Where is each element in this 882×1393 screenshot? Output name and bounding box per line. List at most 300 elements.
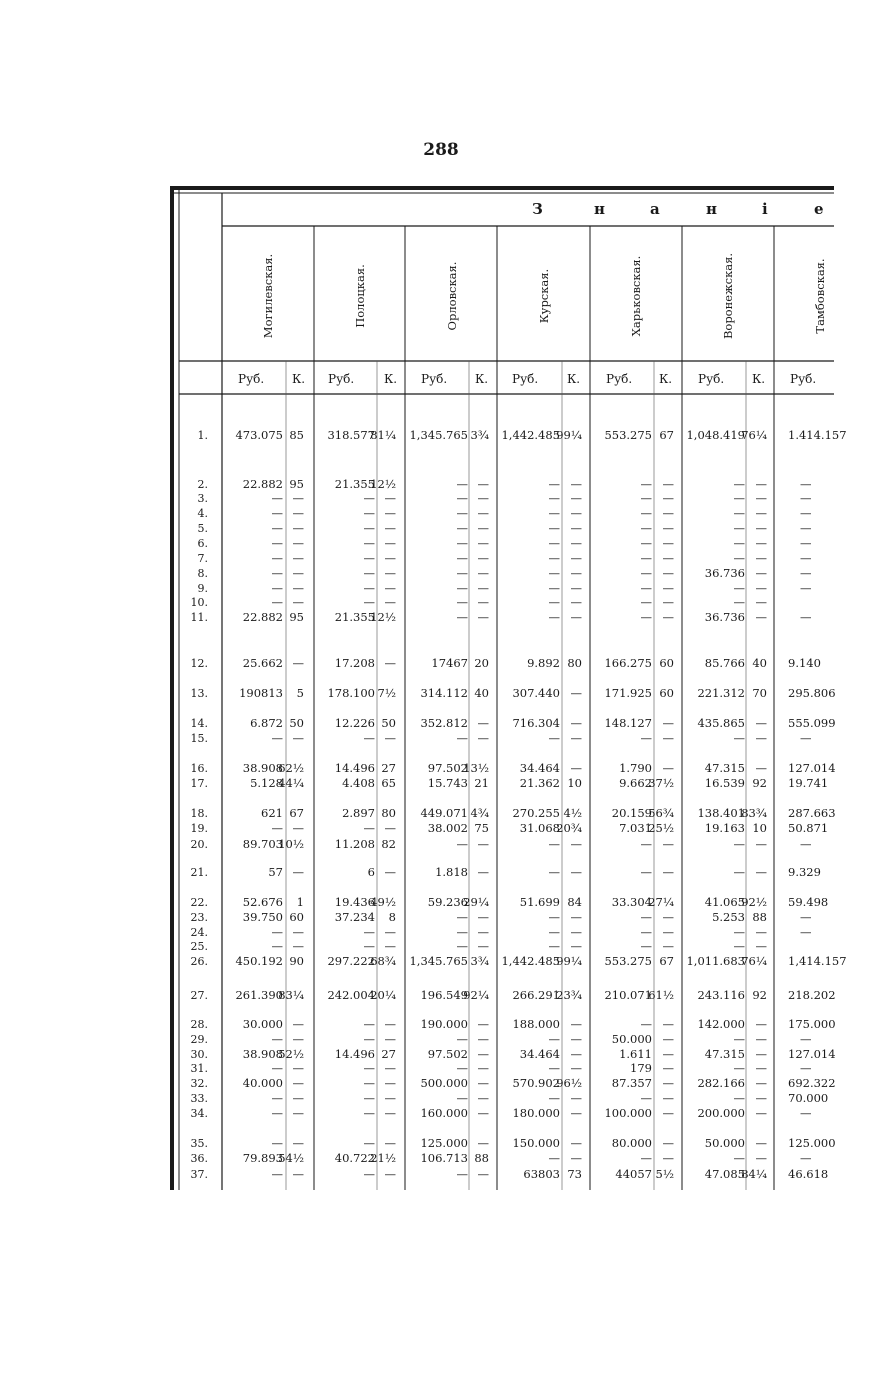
cell-kop: — [755,1032,767,1046]
cell-rub: 1.818 [435,865,468,879]
cell-kop: — [662,491,674,505]
cell-tambov-rub: 9.329 [788,865,821,879]
row-number: 17. [190,777,208,790]
cell-kop: — [662,506,674,520]
cell-rub: — [548,925,560,939]
cell-kop: — [292,865,304,879]
cell-kop: 60 [659,686,674,700]
cell-kop: 29¼ [463,895,489,909]
cell-rub: 25.662 [242,656,283,670]
cell-tambov-rub: — [800,837,812,851]
cell-kop: — [477,506,489,520]
cell-kop: — [384,1106,396,1120]
cell-rub: 63803 [523,1167,560,1181]
cell-rub: 5.253 [712,910,745,924]
cell-rub: — [733,477,745,491]
cell-kop: — [755,1047,767,1061]
cell-rub: 20.159 [611,806,652,820]
cell-kop: 67 [659,954,674,968]
cell-kop: — [477,837,489,851]
cell-rub: 190813 [239,686,283,700]
cell-kop: — [292,731,304,745]
cell-tambov-rub: 1.414.157 [788,428,847,442]
cell-kop: — [292,566,304,580]
cell-rub: — [456,1167,468,1181]
cell-kop: — [662,925,674,939]
cell-tambov-rub: 555.099 [788,716,836,730]
cell-rub: — [363,491,375,505]
cell-rub: — [548,837,560,851]
cell-tambov-rub: 19.741 [788,776,829,790]
cell-kop: — [477,1061,489,1075]
cell-rub: 5.128 [250,776,283,790]
cell-kop: — [755,1076,767,1090]
cell-rub: — [548,477,560,491]
cell-kop: — [384,1076,396,1090]
cell-tambov-rub: — [800,731,812,745]
cell-kop: — [662,1136,674,1150]
cell-rub: — [548,939,560,953]
cell-rub: — [456,506,468,520]
cell-kop: 8 [388,910,396,924]
cell-kop: 10 [752,821,767,835]
cell-rub: — [363,581,375,595]
cell-rub: — [271,506,283,520]
row-number: 23. [190,911,208,924]
cell-kop: — [477,551,489,565]
cell-kop: — [755,551,767,565]
cell-kop: 1 [296,895,304,909]
cell-kop: — [477,536,489,550]
cell-rub: 179 [630,1061,652,1075]
cell-kop: 67 [289,806,304,820]
cell-rub: 6.872 [250,716,283,730]
cell-rub: 52.676 [242,895,283,909]
cell-kop: 40 [474,686,489,700]
cell-tambov-rub: 50.871 [788,821,829,835]
cell-kop: — [570,521,582,535]
cell-kop: — [662,536,674,550]
cell-rub: — [548,1032,560,1046]
row-number: 32. [190,1077,208,1090]
cell-rub: 14.496 [334,1047,375,1061]
cell-rub: 4.408 [342,776,375,790]
cell-rub: 553.275 [604,428,652,442]
cell-rub: 1.611 [619,1047,652,1061]
cell-rub: 51.699 [519,895,560,909]
cell-kop: 70 [752,686,767,700]
cell-rub: 1,048.419 [686,428,745,442]
cell-kop: — [570,716,582,730]
cell-rub: — [733,491,745,505]
cell-rub: — [456,1091,468,1105]
cell-rub: 97.502 [427,1047,468,1061]
unit-rub: Руб. [698,372,725,386]
cell-kop: — [477,1091,489,1105]
cell-kop: — [662,581,674,595]
cell-rub: 178.100 [327,686,375,700]
cell-rub: — [363,1061,375,1075]
cell-kop: 4½ [563,806,582,820]
cell-rub: — [640,491,652,505]
cell-kop: — [292,551,304,565]
cell-rub: — [363,551,375,565]
cell-rub: — [363,731,375,745]
cell-kop: — [292,1136,304,1150]
cell-rub: 34.464 [519,1047,560,1061]
cell-tambov-rub: 127.014 [788,761,836,775]
cell-rub: 44057 [615,1167,652,1181]
cell-rub: — [363,536,375,550]
cell-tambov-rub: — [800,477,812,491]
row-number: 12. [190,657,208,670]
cell-rub: — [548,536,560,550]
cell-kop: 67 [659,428,674,442]
cell-rub: — [271,1136,283,1150]
cell-rub: — [733,1061,745,1075]
cell-kop: — [755,1106,767,1120]
cell-tambov-rub: 9.140 [788,656,821,670]
cell-kop: 4¾ [470,806,489,820]
cell-kop: 76¼ [741,428,767,442]
row-number: 8. [197,567,208,580]
cell-kop: — [292,821,304,835]
row-number: 36. [190,1152,208,1165]
cell-kop: 84¼ [741,1167,767,1181]
title-letter: е [814,200,824,218]
cell-kop: — [755,566,767,580]
cell-tambov-rub: 1,414.157 [788,954,847,968]
cell-kop: — [662,1017,674,1031]
cell-rub: — [733,1091,745,1105]
cell-kop: — [755,837,767,851]
cell-kop: 44¼ [278,776,304,790]
cell-rub: — [363,939,375,953]
cell-kop: — [292,536,304,550]
cell-kop: 27¼ [648,895,674,909]
cell-kop: 40 [752,656,767,670]
cell-rub: 21.355 [334,477,375,491]
cell-tambov-rub: 175.000 [788,1017,836,1031]
cell-rub: 39.750 [242,910,283,924]
cell-kop: — [570,1047,582,1061]
cell-rub: 14.496 [334,761,375,775]
row-number: 4. [197,507,208,520]
district-name: Полоцкая. [353,264,367,328]
cell-rub: 282.166 [697,1076,745,1090]
unit-kop: К. [292,372,306,386]
cell-kop: — [662,865,674,879]
cell-rub: 716.304 [512,716,560,730]
cell-rub: — [640,1091,652,1105]
cell-rub: 171.925 [604,686,652,700]
cell-rub: — [733,581,745,595]
cell-kop: — [477,521,489,535]
cell-kop: 85 [289,428,304,442]
cell-rub: 266.291 [512,988,560,1002]
cell-kop: — [384,939,396,953]
cell-kop: 80 [381,806,396,820]
cell-kop: 80 [567,656,582,670]
unit-kop: К. [659,372,673,386]
cell-kop: — [662,566,674,580]
cell-rub: — [363,1032,375,1046]
cell-rub: — [733,595,745,609]
cell-kop: — [755,925,767,939]
cell-rub: 50.000 [611,1032,652,1046]
cell-kop: — [755,581,767,595]
cell-kop: — [477,595,489,609]
cell-rub: 125.000 [420,1136,468,1150]
cell-kop: 68¾ [370,954,396,968]
cell-kop: — [755,506,767,520]
cell-rub: 160.000 [420,1106,468,1120]
cell-kop: — [755,761,767,775]
cell-kop: 23¾ [556,988,582,1002]
cell-rub: 180.000 [512,1106,560,1120]
cell-rub: — [548,1091,560,1105]
cell-kop: 50 [381,716,396,730]
cell-kop: — [570,1106,582,1120]
cell-kop: — [477,716,489,730]
cell-rub: — [456,491,468,505]
title-letter: i [762,200,768,218]
cell-kop: — [477,865,489,879]
cell-rub: — [456,566,468,580]
cell-rub: 40.000 [242,1076,283,1090]
cell-rub: — [548,1151,560,1165]
cell-rub: — [456,1061,468,1075]
cell-tambov-rub: 692.322 [788,1076,836,1090]
row-number: 5. [197,522,208,535]
row-number: 26. [190,955,208,968]
cell-rub: 79.893 [242,1151,283,1165]
cell-rub: 1,345.765 [409,954,468,968]
cell-rub: 500.000 [420,1076,468,1090]
cell-kop: 88 [752,910,767,924]
row-number: 13. [190,687,208,700]
cell-kop: — [755,1061,767,1075]
title-letter: н [706,200,717,218]
cell-kop: — [477,566,489,580]
cell-rub: 190.000 [420,1017,468,1031]
cell-rub: 40.722 [334,1151,375,1165]
cell-rub: — [640,477,652,491]
cell-kop: — [570,686,582,700]
cell-kop: — [292,1032,304,1046]
cell-rub: — [456,521,468,535]
cell-rub: — [733,939,745,953]
cell-kop: 20 [474,656,489,670]
cell-rub: 47.085 [704,1167,745,1181]
cell-kop: — [755,1136,767,1150]
row-number: 3. [197,492,208,505]
cell-kop: — [384,491,396,505]
cell-kop: 75 [474,821,489,835]
unit-kop: К. [752,372,766,386]
row-number: 11. [190,611,208,624]
cell-rub: 553.275 [604,954,652,968]
cell-kop: — [570,939,582,953]
cell-rub: 435.865 [697,716,745,730]
cell-kop: 13½ [463,761,489,775]
cell-kop: — [477,610,489,624]
cell-rub: — [640,837,652,851]
cell-rub: 270.255 [512,806,560,820]
cell-tambov-rub: — [800,566,812,580]
cell-kop: 20¼ [370,988,396,1002]
cell-rub: — [640,731,652,745]
cell-kop: — [477,581,489,595]
cell-rub: — [640,536,652,550]
cell-rub: — [363,1106,375,1120]
cell-rub: — [548,610,560,624]
cell-kop: — [570,925,582,939]
cell-rub: 47.315 [704,1047,745,1061]
cell-rub: 261.390 [235,988,283,1002]
cell-kop: 10 [567,776,582,790]
cell-kop: 21 [474,776,489,790]
cell-kop: — [755,731,767,745]
cell-kop: 61½ [648,988,674,1002]
unit-rub: Руб. [512,372,539,386]
cell-kop: — [662,610,674,624]
cell-rub: 17467 [431,656,468,670]
cell-kop: — [292,1017,304,1031]
cell-kop: 92 [752,988,767,1002]
cell-rub: — [363,1017,375,1031]
cell-kop: 83¼ [278,988,304,1002]
cell-rub: 38.908 [242,761,283,775]
cell-kop: — [662,939,674,953]
cell-rub: — [733,925,745,939]
cell-rub: 22.882 [242,610,283,624]
row-number: 27. [190,989,208,1002]
cell-kop: 12½ [370,477,396,491]
cell-rub: 210.071 [604,988,652,1002]
top-border [170,186,834,190]
cell-kop: — [755,1151,767,1165]
cell-kop: 84 [567,895,582,909]
cell-rub: — [548,566,560,580]
cell-rub: 19.163 [704,821,745,835]
cell-kop: 88 [474,1151,489,1165]
row-number: 10. [190,596,208,609]
row-number: 22. [190,896,208,909]
cell-rub: — [548,595,560,609]
cell-rub: — [271,491,283,505]
cell-kop: — [384,566,396,580]
cell-rub: — [271,821,283,835]
cell-kop: — [292,1091,304,1105]
cell-kop: — [292,939,304,953]
title-letter: а [650,200,660,218]
cell-kop: — [662,1091,674,1105]
cell-rub: 1,011.683 [686,954,745,968]
cell-rub: — [640,551,652,565]
cell-kop: — [384,1136,396,1150]
row-number: 7. [197,552,208,565]
cell-rub: 621 [261,806,283,820]
cell-rub: 166.275 [604,656,652,670]
cell-rub: 314.112 [420,686,468,700]
cell-kop: — [755,595,767,609]
cell-rub: — [363,506,375,520]
cell-kop: — [570,581,582,595]
cell-tambov-rub: 125.000 [788,1136,836,1150]
cell-kop: — [662,521,674,535]
cell-rub: — [363,821,375,835]
unit-rub: Руб. [328,372,355,386]
cell-kop: — [570,1017,582,1031]
cell-rub: 85.766 [704,656,745,670]
left-border [170,186,174,1190]
cell-kop: — [570,1061,582,1075]
cell-rub: 307.440 [512,686,560,700]
cell-rub: 36.736 [704,566,745,580]
cell-rub: 318.577 [327,428,375,442]
cell-kop: — [292,1061,304,1075]
cell-kop: — [292,521,304,535]
cell-kop: — [570,1091,582,1105]
cell-kop: 27 [381,761,396,775]
district-name: Курская. [537,268,551,324]
cell-kop: — [292,1106,304,1120]
cell-rub: — [271,566,283,580]
cell-rub: — [640,581,652,595]
district-name: Тамбовская. [813,258,827,334]
cell-kop: — [755,1091,767,1105]
title-letter: З [532,200,543,218]
cell-rub: — [640,566,652,580]
cell-tambov-rub: — [800,521,812,535]
row-number: 14. [190,717,208,730]
unit-rub: Руб. [790,372,817,386]
row-number: 9. [197,582,208,595]
cell-kop: — [662,595,674,609]
cell-kop: — [384,1032,396,1046]
cell-rub: 1.790 [619,761,652,775]
row-number: 29. [190,1033,208,1046]
cell-rub: 17.208 [334,656,375,670]
cell-tambov-rub: — [800,491,812,505]
cell-rub: — [548,865,560,879]
cell-kop: — [755,939,767,953]
cell-kop: 37½ [648,776,674,790]
cell-rub: — [640,1151,652,1165]
cell-rub: 188.000 [512,1017,560,1031]
cell-rub: 47.315 [704,761,745,775]
cell-kop: — [570,837,582,851]
row-number: 6. [197,537,208,550]
cell-rub: 106.713 [420,1151,468,1165]
cell-kop: — [570,566,582,580]
cell-rub: — [548,910,560,924]
cell-rub: 34.464 [519,761,560,775]
cell-rub: — [456,477,468,491]
cell-kop: — [384,925,396,939]
cell-kop: — [384,551,396,565]
unit-rub: Руб. [238,372,265,386]
cell-kop: 56¾ [648,806,674,820]
cell-kop: — [570,536,582,550]
cell-kop: — [384,1017,396,1031]
row-number: 30. [190,1048,208,1061]
cell-rub: — [640,910,652,924]
cell-kop: 60 [289,910,304,924]
cell-rub: — [456,551,468,565]
cell-kop: — [662,761,674,775]
